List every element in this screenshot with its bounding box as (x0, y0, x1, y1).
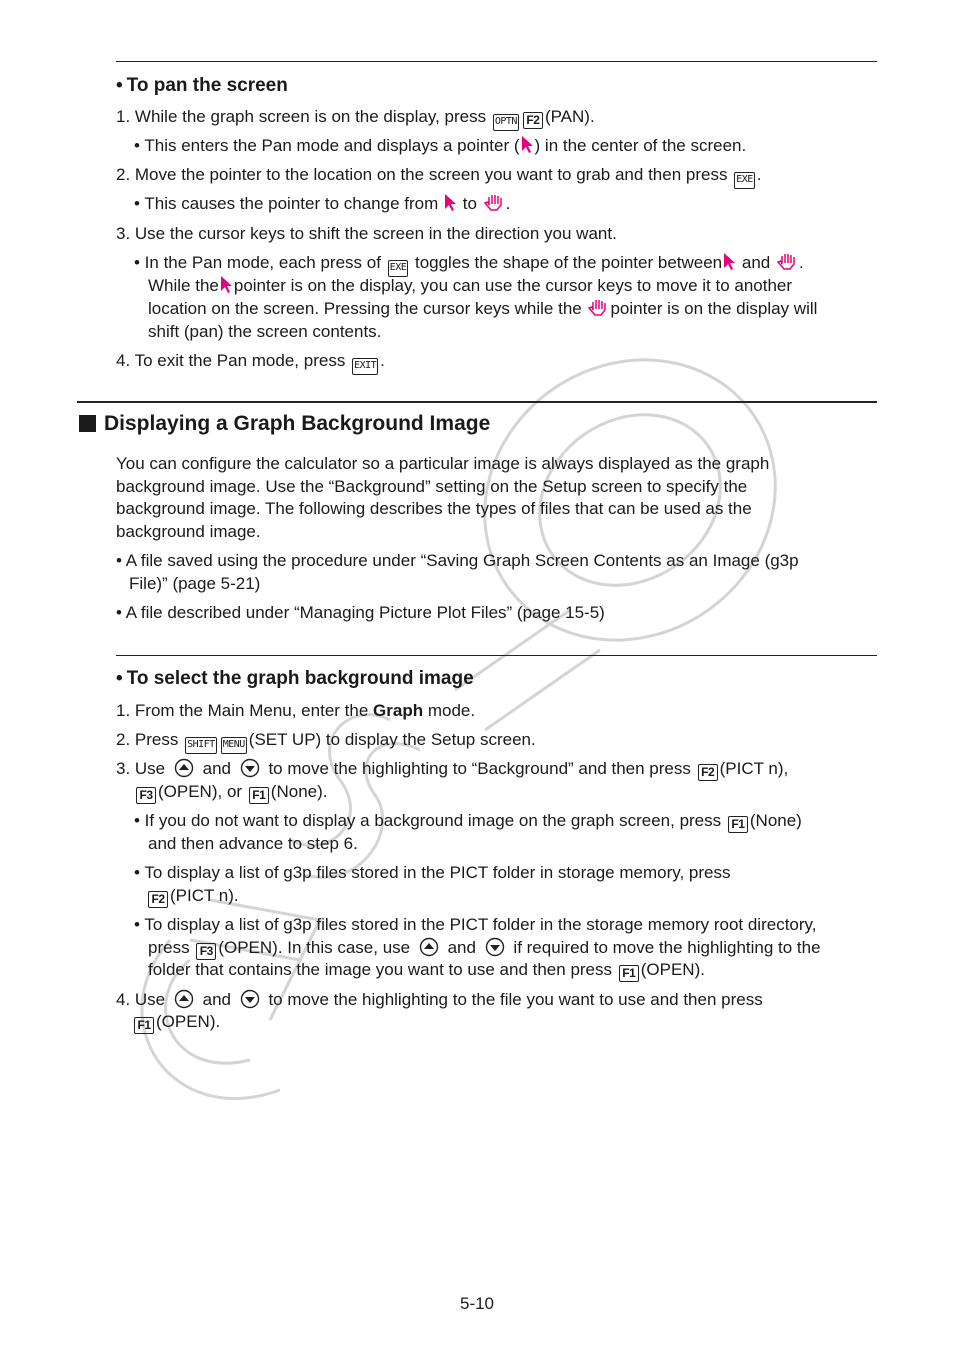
bg-paragraph-line: background image. Use the “Background” setting on the Setup screen to specify the (116, 477, 748, 496)
bg-bullet-2: • A file described under “Managing Picture Plot Files” (page 15-5) (116, 603, 605, 622)
bg-bullet-1-cont: File)” (page 5-21) (129, 574, 261, 593)
pan-step-1: 1. While the graph screen is on the display, press OPTN F2 (PAN). (116, 105, 595, 131)
select-heading: • To select the graph background image (116, 668, 474, 689)
shift-key-icon: SHIFT (185, 737, 217, 754)
f1-key-icon: F1 (134, 1017, 154, 1034)
f1-key-icon: F1 (728, 816, 748, 833)
bg-paragraph-line: background image. The following describes the types of files that can be used as the (116, 499, 752, 518)
hand-pointer-icon (776, 252, 798, 271)
cursor-down-key-icon (240, 758, 260, 778)
hand-pointer-icon (483, 193, 505, 212)
f1-key-icon: F1 (619, 965, 639, 982)
pan-step-4: 4. To exit the Pan mode, press EXIT . (116, 349, 385, 375)
cursor-up-key-icon (419, 937, 439, 957)
select-step-4: 4. Use and to move the highlighting to the file you want to use and then press (116, 990, 763, 1009)
cursor-down-key-icon (240, 989, 260, 1009)
select-note-2: • To display a list of g3p files stored in the PICT folder in storage memory, press (134, 863, 731, 882)
arrow-pointer-icon (521, 135, 534, 154)
select-step-1: 1. From the Main Menu, enter the Graph mode. (116, 701, 476, 720)
select-note-3: • To display a list of g3p files stored in the PICT folder in the storage memory root directory, (134, 915, 817, 934)
exe-key-icon: EXE (734, 172, 755, 189)
bg-section-heading: Displaying a Graph Background Image (79, 412, 490, 435)
section-divider (116, 61, 877, 62)
page-number: 5-10 (459, 1294, 495, 1313)
arrow-pointer-icon (723, 252, 736, 271)
pan-step-1-note: • This enters the Pan mode and displays a pointer ( ) in the center of the screen. (134, 136, 747, 155)
cursor-down-key-icon (485, 937, 505, 957)
f1-key-icon: F1 (249, 787, 269, 804)
exe-key-icon: EXE (388, 260, 409, 277)
pan-step-2: 2. Move the pointer to the location on the screen you want to grab and then press EXE . (116, 163, 761, 189)
pan-heading: • To pan the screen (116, 75, 288, 96)
pan-step-3-note-line3: location on the screen. Pressing the cursor keys while the pointer is on the display will (148, 299, 818, 318)
select-step-4-cont: F1 (OPEN). (134, 1010, 220, 1034)
section-divider (77, 401, 877, 403)
bg-paragraph-line: You can configure the calculator so a particular image is always displayed as the graph (116, 454, 770, 473)
bg-paragraph-line: background image. (116, 522, 261, 541)
pan-step-3-note-line1: • In the Pan mode, each press of EXE toggles the shape of the pointer between and . (134, 251, 804, 277)
hand-pointer-icon (587, 298, 609, 317)
exit-key-icon: EXIT (352, 358, 378, 375)
f3-key-icon: F3 (196, 943, 216, 960)
pan-step-3-note-line4: shift (pan) the screen contents. (148, 322, 382, 341)
pan-step-3-note-line2: While the pointer is on the display, you can use the cursor keys to move it to another (148, 276, 793, 295)
bg-bullet-1: • A file saved using the procedure under “Saving Graph Screen Contents as an Image (g3p (116, 551, 799, 570)
menu-key-icon: MENU (221, 737, 247, 754)
select-step-3: 3. Use and to move the highlighting to “Background” and then press F2 (PICT n), (116, 759, 789, 779)
pan-step-3: 3. Use the cursor keys to shift the screen in the direction you want. (116, 224, 617, 243)
section-divider (116, 655, 877, 656)
f3-key-icon: F3 (136, 787, 156, 804)
arrow-pointer-icon (220, 275, 233, 294)
cursor-up-key-icon (174, 758, 194, 778)
select-step-2: 2. Press SHIFT MENU (SET UP) to display the Setup screen. (116, 728, 536, 754)
cursor-up-key-icon (174, 989, 194, 1009)
select-note-1: • If you do not want to display a background image on the graph screen, press F1 (None) (134, 811, 802, 831)
select-note-3-cont: press F3 (OPEN). In this case, use and if required to move the highlighting to the (148, 938, 821, 958)
pan-step-2-note: • This causes the pointer to change from to . (134, 194, 511, 213)
f2-key-icon: F2 (148, 891, 168, 908)
arrow-pointer-icon (444, 193, 457, 212)
select-step-3-cont: F3 (OPEN), or F1 (None). (134, 780, 327, 804)
select-note-1-cont: and then advance to step 6. (148, 834, 358, 853)
select-note-3-cont2: folder that contains the image you want to use and then press F1 (OPEN). (148, 960, 705, 980)
f2-key-icon: F2 (523, 112, 543, 129)
f2-key-icon: F2 (698, 764, 718, 781)
select-note-2-cont: F2 (PICT n). (148, 884, 239, 908)
optn-key-icon: OPTN (493, 114, 519, 131)
square-bullet-icon (79, 415, 96, 432)
